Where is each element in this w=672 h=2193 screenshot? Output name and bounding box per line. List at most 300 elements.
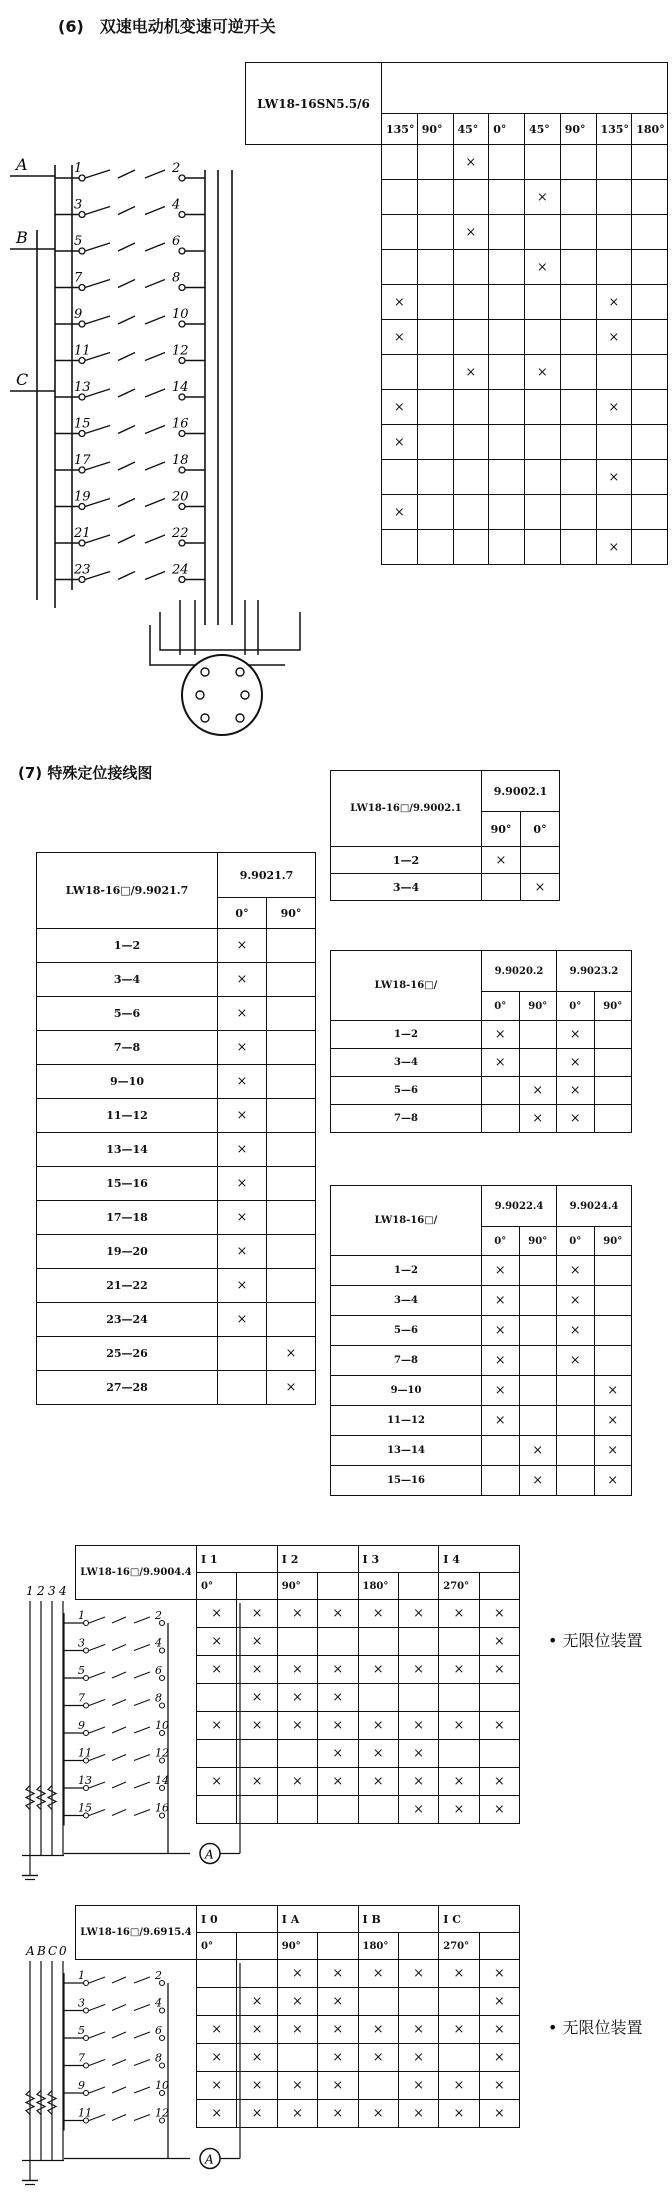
contact-label: 13—14 <box>37 1133 218 1167</box>
table-row <box>246 145 668 180</box>
mark-cell: × <box>218 997 267 1031</box>
contact-number: 2 <box>172 161 181 176</box>
contact-number: 24 <box>172 562 189 578</box>
contact-number: 2 <box>155 1969 162 1982</box>
table-row <box>331 1256 632 1286</box>
mark-cell: × <box>277 1768 317 1796</box>
mark-cell <box>525 215 561 250</box>
mark-cell: × <box>277 1684 317 1712</box>
mark-cell <box>267 1303 316 1337</box>
group-label: I C <box>439 1906 479 1933</box>
mark-cell: × <box>557 1021 595 1049</box>
contact-number: 16 <box>155 1801 169 1815</box>
switch-blade <box>118 243 135 251</box>
mark-cell: × <box>439 1656 479 1684</box>
mark-cell: × <box>398 2100 438 2128</box>
ammeter-label: A <box>205 1847 214 1862</box>
contact-label: 19—20 <box>37 1235 218 1269</box>
mark-cell <box>596 495 632 530</box>
section6-switch-table <box>245 62 668 565</box>
table-9-9020-2 <box>330 950 632 1133</box>
mark-cell: × <box>218 1133 267 1167</box>
mark-cell <box>398 1684 438 1712</box>
mark-cell: × <box>557 1256 595 1286</box>
mark-cell <box>489 250 525 285</box>
contact-number: 9 <box>78 2079 85 2092</box>
mark-cell <box>596 180 632 215</box>
motor-terminal <box>236 668 244 676</box>
mark-cell: × <box>277 2100 317 2128</box>
mark-cell: × <box>382 495 418 530</box>
mark-cell: × <box>519 1077 557 1105</box>
ammeter-label: A <box>205 2152 214 2167</box>
mark-cell <box>382 355 418 390</box>
table-row <box>76 1960 520 1988</box>
switch-blade <box>85 170 110 178</box>
mark-cell <box>525 425 561 460</box>
mark-cell: × <box>479 1988 519 2016</box>
switch-blade <box>145 535 165 543</box>
mark-cell: × <box>398 1600 438 1628</box>
mark-cell: × <box>596 390 632 425</box>
mark-cell: × <box>482 1376 520 1406</box>
group-label: 9.9022.4 <box>482 1186 557 1227</box>
mark-cell <box>417 250 453 285</box>
mark-cell <box>237 1960 277 1988</box>
switch-blade <box>145 389 165 397</box>
mark-cell <box>398 1628 438 1656</box>
contact-number: 6 <box>155 2024 162 2037</box>
angle-label: 0° <box>521 812 560 847</box>
mark-cell <box>482 1436 520 1466</box>
table-row <box>331 1346 632 1376</box>
mark-cell: × <box>237 1988 277 2016</box>
mark-cell <box>267 929 316 963</box>
mark-cell <box>439 1740 479 1768</box>
blank-cell <box>76 2044 197 2072</box>
contact-number: 1 <box>74 161 83 176</box>
mark-cell <box>594 1021 632 1049</box>
mark-cell <box>521 847 560 874</box>
mark-cell: × <box>482 1346 520 1376</box>
switch-blade <box>118 572 135 580</box>
mark-cell <box>489 215 525 250</box>
mark-cell <box>197 1960 237 1988</box>
mark-cell: × <box>453 145 489 180</box>
mark-cell: × <box>218 1031 267 1065</box>
mark-cell <box>632 215 668 250</box>
angle-label: 180° <box>632 114 668 145</box>
mark-cell: × <box>277 1988 317 2016</box>
angle-label <box>479 1933 519 1960</box>
angle-label: 0° <box>218 898 267 929</box>
contact-number: 6 <box>172 234 181 249</box>
angle-label: 0° <box>197 1933 237 1960</box>
mark-cell: × <box>382 285 418 320</box>
mark-cell <box>277 2044 317 2072</box>
mark-cell: × <box>267 1371 316 1405</box>
mark-cell <box>218 1371 267 1405</box>
section8-note: • 无限位装置 <box>548 1631 643 1650</box>
contact-label: 5—6 <box>331 1316 482 1346</box>
table-row <box>331 1406 632 1436</box>
mark-cell <box>519 1021 557 1049</box>
mark-cell: × <box>594 1436 632 1466</box>
mark-cell <box>267 1099 316 1133</box>
angle-label <box>237 1933 277 1960</box>
mark-cell: × <box>557 1346 595 1376</box>
table-row <box>331 1105 632 1133</box>
mark-cell <box>237 1740 277 1768</box>
mark-cell: × <box>277 1960 317 1988</box>
mark-cell: × <box>439 1600 479 1628</box>
mark-cell <box>417 355 453 390</box>
mark-cell <box>267 1201 316 1235</box>
mark-cell <box>596 215 632 250</box>
mark-cell: × <box>197 1600 237 1628</box>
blank-cell <box>76 1740 197 1768</box>
section9-switch-table <box>75 1905 520 2128</box>
mark-cell: × <box>237 1768 277 1796</box>
angle-label: 0° <box>482 1227 520 1256</box>
group-label: I B <box>358 1906 398 1933</box>
mark-cell <box>267 1269 316 1303</box>
mark-cell <box>197 1796 237 1824</box>
mark-cell: × <box>318 1712 358 1740</box>
mark-cell <box>453 180 489 215</box>
mark-cell <box>632 145 668 180</box>
model-label: LW18-16□/9.9021.7 <box>37 853 218 929</box>
contact-number: 10 <box>172 307 189 322</box>
mark-cell: × <box>237 2016 277 2044</box>
mark-cell <box>594 1256 632 1286</box>
table-row <box>76 2100 520 2128</box>
blank-cell <box>76 1768 197 1796</box>
mark-cell: × <box>277 2016 317 2044</box>
table-row <box>331 1466 632 1496</box>
contact-number: 8 <box>172 270 181 286</box>
blank-cell <box>76 1628 197 1656</box>
mark-cell: × <box>439 1712 479 1740</box>
contact-label: 7—8 <box>331 1346 482 1376</box>
table-row <box>246 180 668 215</box>
mark-cell <box>453 320 489 355</box>
table-row <box>37 1235 316 1269</box>
mark-cell <box>439 2044 479 2072</box>
mark-cell: × <box>277 2072 317 2100</box>
mark-cell <box>417 460 453 495</box>
mark-cell: × <box>318 1740 358 1768</box>
table-row <box>37 963 316 997</box>
contact-label: 7—8 <box>37 1031 218 1065</box>
table-row <box>37 1337 316 1371</box>
mark-cell: × <box>197 2072 237 2100</box>
contact-label: 21—22 <box>37 1269 218 1303</box>
mark-cell <box>594 1105 632 1133</box>
mark-cell <box>267 1065 316 1099</box>
motor-terminal <box>241 691 249 699</box>
mark-cell: × <box>237 2100 277 2128</box>
mark-cell <box>632 250 668 285</box>
model-label: LW18-16□/ <box>331 1186 482 1256</box>
mark-cell: × <box>358 1740 398 1768</box>
angle-label: 90° <box>594 1227 632 1256</box>
contact-number: 5 <box>74 234 83 249</box>
blank-cell <box>318 1906 358 1933</box>
header-row <box>37 853 316 898</box>
mark-cell: × <box>318 2016 358 2044</box>
table-row <box>76 1656 520 1684</box>
phase-label: C <box>16 370 29 389</box>
table-row <box>331 847 560 874</box>
contact-label: 15—16 <box>331 1466 482 1496</box>
angle-label: 45° <box>525 114 561 145</box>
header-blank <box>382 63 668 114</box>
motor-terminal <box>236 714 244 722</box>
blank-cell <box>246 495 382 530</box>
mark-cell: × <box>439 1768 479 1796</box>
mark-cell <box>318 1628 358 1656</box>
switch-blade <box>145 316 165 324</box>
mark-cell <box>519 1376 557 1406</box>
mark-cell <box>482 874 521 901</box>
mark-cell <box>358 1628 398 1656</box>
mark-cell <box>632 180 668 215</box>
mark-cell <box>382 145 418 180</box>
contact-number: 12 <box>155 2106 169 2120</box>
table-row <box>331 1021 632 1049</box>
contact-number: 21 <box>74 526 91 541</box>
blank-cell <box>246 320 382 355</box>
mark-cell <box>594 1346 632 1376</box>
mark-cell <box>417 285 453 320</box>
mark-cell <box>358 1684 398 1712</box>
mark-cell <box>417 425 453 460</box>
mark-cell: × <box>479 2100 519 2128</box>
mark-cell: × <box>398 1796 438 1824</box>
mark-cell: × <box>358 1768 398 1796</box>
blank-cell <box>76 2100 197 2128</box>
angle-label: 0° <box>557 1227 595 1256</box>
switch-blade <box>118 462 135 470</box>
mark-cell: × <box>218 1201 267 1235</box>
contact-label: 5—6 <box>37 997 218 1031</box>
mark-cell <box>489 460 525 495</box>
mark-cell: × <box>398 2072 438 2100</box>
mark-cell <box>267 963 316 997</box>
contact-label: 1—2 <box>331 1021 482 1049</box>
contact-label: 3—4 <box>331 874 482 901</box>
input-label: A <box>26 1944 35 1958</box>
blank-cell <box>246 250 382 285</box>
input-label: 1 <box>26 1584 34 1598</box>
table-row <box>331 874 560 901</box>
mark-cell: × <box>318 2100 358 2128</box>
mark-cell <box>489 285 525 320</box>
table-row <box>246 320 668 355</box>
contact-label: 25—26 <box>37 1337 218 1371</box>
contact-number: 3 <box>74 197 83 213</box>
table-row <box>76 2016 520 2044</box>
mark-cell <box>453 530 489 565</box>
contact-number: 11 <box>74 343 91 359</box>
header-row <box>331 771 560 812</box>
mark-cell: × <box>358 1600 398 1628</box>
model-label: LW18-16SN5.5/6 <box>246 63 382 145</box>
contact-number: 4 <box>155 1636 162 1650</box>
contact-number: 13 <box>74 380 91 395</box>
mark-cell: × <box>358 1960 398 1988</box>
mark-cell: × <box>398 1656 438 1684</box>
contact-number: 10 <box>155 1719 169 1732</box>
header-row <box>331 1186 632 1227</box>
angle-label: 270° <box>439 1933 479 1960</box>
blank-cell <box>246 180 382 215</box>
model-label: LW18-16□/9.9002.1 <box>331 771 482 847</box>
mark-cell: × <box>237 2044 277 2072</box>
switch-blade <box>145 207 165 215</box>
input-label: C <box>48 1944 58 1958</box>
mark-cell <box>632 355 668 390</box>
group-label: I 4 <box>439 1546 479 1573</box>
angle-label: 180° <box>358 1573 398 1600</box>
blank-cell <box>76 1656 197 1684</box>
mark-cell: × <box>318 1684 358 1712</box>
mark-cell: × <box>479 1768 519 1796</box>
mark-cell: × <box>318 1656 358 1684</box>
contact-number: 4 <box>155 1996 162 2010</box>
mark-cell <box>489 530 525 565</box>
mark-cell <box>560 495 596 530</box>
switch-blade <box>85 316 110 324</box>
contact-number: 8 <box>155 2051 162 2065</box>
table-row <box>246 425 668 460</box>
switch-blade <box>145 280 165 288</box>
mark-cell <box>277 1628 317 1656</box>
mark-cell <box>453 425 489 460</box>
mark-cell <box>557 1436 595 1466</box>
table-row <box>76 1684 520 1712</box>
header-row <box>246 63 668 114</box>
mark-cell <box>519 1406 557 1436</box>
blank-cell <box>76 2016 197 2044</box>
mark-cell <box>267 1031 316 1065</box>
mark-cell <box>417 145 453 180</box>
angle-label <box>398 1573 438 1600</box>
mark-cell <box>594 1077 632 1105</box>
mark-cell: × <box>482 1256 520 1286</box>
mark-cell <box>560 460 596 495</box>
mark-cell <box>439 1684 479 1712</box>
mark-cell <box>489 145 525 180</box>
angle-label <box>398 1933 438 1960</box>
table-row <box>37 1065 316 1099</box>
mark-cell <box>453 285 489 320</box>
mark-cell: × <box>439 2016 479 2044</box>
switch-blade <box>118 170 135 178</box>
mark-cell: × <box>237 1628 277 1656</box>
mark-cell: × <box>439 2072 479 2100</box>
mark-cell: × <box>197 1768 237 1796</box>
mark-cell: × <box>318 1988 358 2016</box>
mark-cell: × <box>479 1796 519 1824</box>
table-row <box>37 929 316 963</box>
angle-label: 180° <box>358 1933 398 1960</box>
contact-number: 7 <box>78 2051 85 2065</box>
mark-cell: × <box>197 1628 237 1656</box>
blank-cell <box>246 355 382 390</box>
angle-label: 0° <box>482 992 520 1021</box>
blank-cell <box>246 460 382 495</box>
angle-label <box>237 1573 277 1600</box>
motor-terminal <box>201 668 209 676</box>
switch-blade <box>145 572 165 580</box>
contact-label: 5—6 <box>331 1077 482 1105</box>
mark-cell <box>632 425 668 460</box>
group-label: 9.9002.1 <box>482 771 560 812</box>
section9-note: • 无限位装置 <box>548 2018 643 2037</box>
mark-cell: × <box>525 250 561 285</box>
mark-cell: × <box>218 1303 267 1337</box>
mark-cell: × <box>594 1376 632 1406</box>
contact-label: 3—4 <box>331 1049 482 1077</box>
contact-label: 11—12 <box>331 1406 482 1436</box>
mark-cell <box>267 1167 316 1201</box>
table-row <box>76 1796 520 1824</box>
group-label: 9.9020.2 <box>482 951 557 992</box>
table-row <box>246 495 668 530</box>
mark-cell <box>560 390 596 425</box>
blank-cell <box>479 1906 519 1933</box>
mark-cell: × <box>237 1656 277 1684</box>
mark-cell <box>560 425 596 460</box>
contact-number: 7 <box>78 1691 85 1705</box>
mark-cell <box>482 1077 520 1105</box>
mark-cell: × <box>479 2044 519 2072</box>
mark-cell <box>519 1049 557 1077</box>
mark-cell <box>382 460 418 495</box>
contact-number: 23 <box>74 562 91 578</box>
table-row <box>37 1133 316 1167</box>
switch-blade <box>145 462 165 470</box>
mark-cell: × <box>358 2016 398 2044</box>
table-row <box>246 285 668 320</box>
table-row <box>331 1436 632 1466</box>
switch-blade <box>118 499 135 507</box>
angle-label: 135° <box>382 114 418 145</box>
table-9-9021-7 <box>36 852 316 1405</box>
header-row <box>76 1546 520 1573</box>
contact-label: 3—4 <box>37 963 218 997</box>
mark-cell <box>277 1796 317 1824</box>
mark-cell <box>560 285 596 320</box>
contact-number: 15 <box>78 1801 92 1815</box>
contact-number: 14 <box>155 1774 169 1787</box>
model-label: LW18-16□/9.9004.4 <box>76 1546 197 1600</box>
angle-label: 270° <box>439 1573 479 1600</box>
mark-cell: × <box>398 1768 438 1796</box>
contact-number: 3 <box>78 1996 85 2010</box>
mark-cell <box>267 1133 316 1167</box>
contact-number: 14 <box>172 380 189 395</box>
mark-cell <box>525 320 561 355</box>
mark-cell: × <box>557 1077 595 1105</box>
angle-label: 135° <box>596 114 632 145</box>
mark-cell <box>632 495 668 530</box>
table-row <box>76 1988 520 2016</box>
contact-label: 11—12 <box>37 1099 218 1133</box>
contact-number: 7 <box>74 270 83 286</box>
